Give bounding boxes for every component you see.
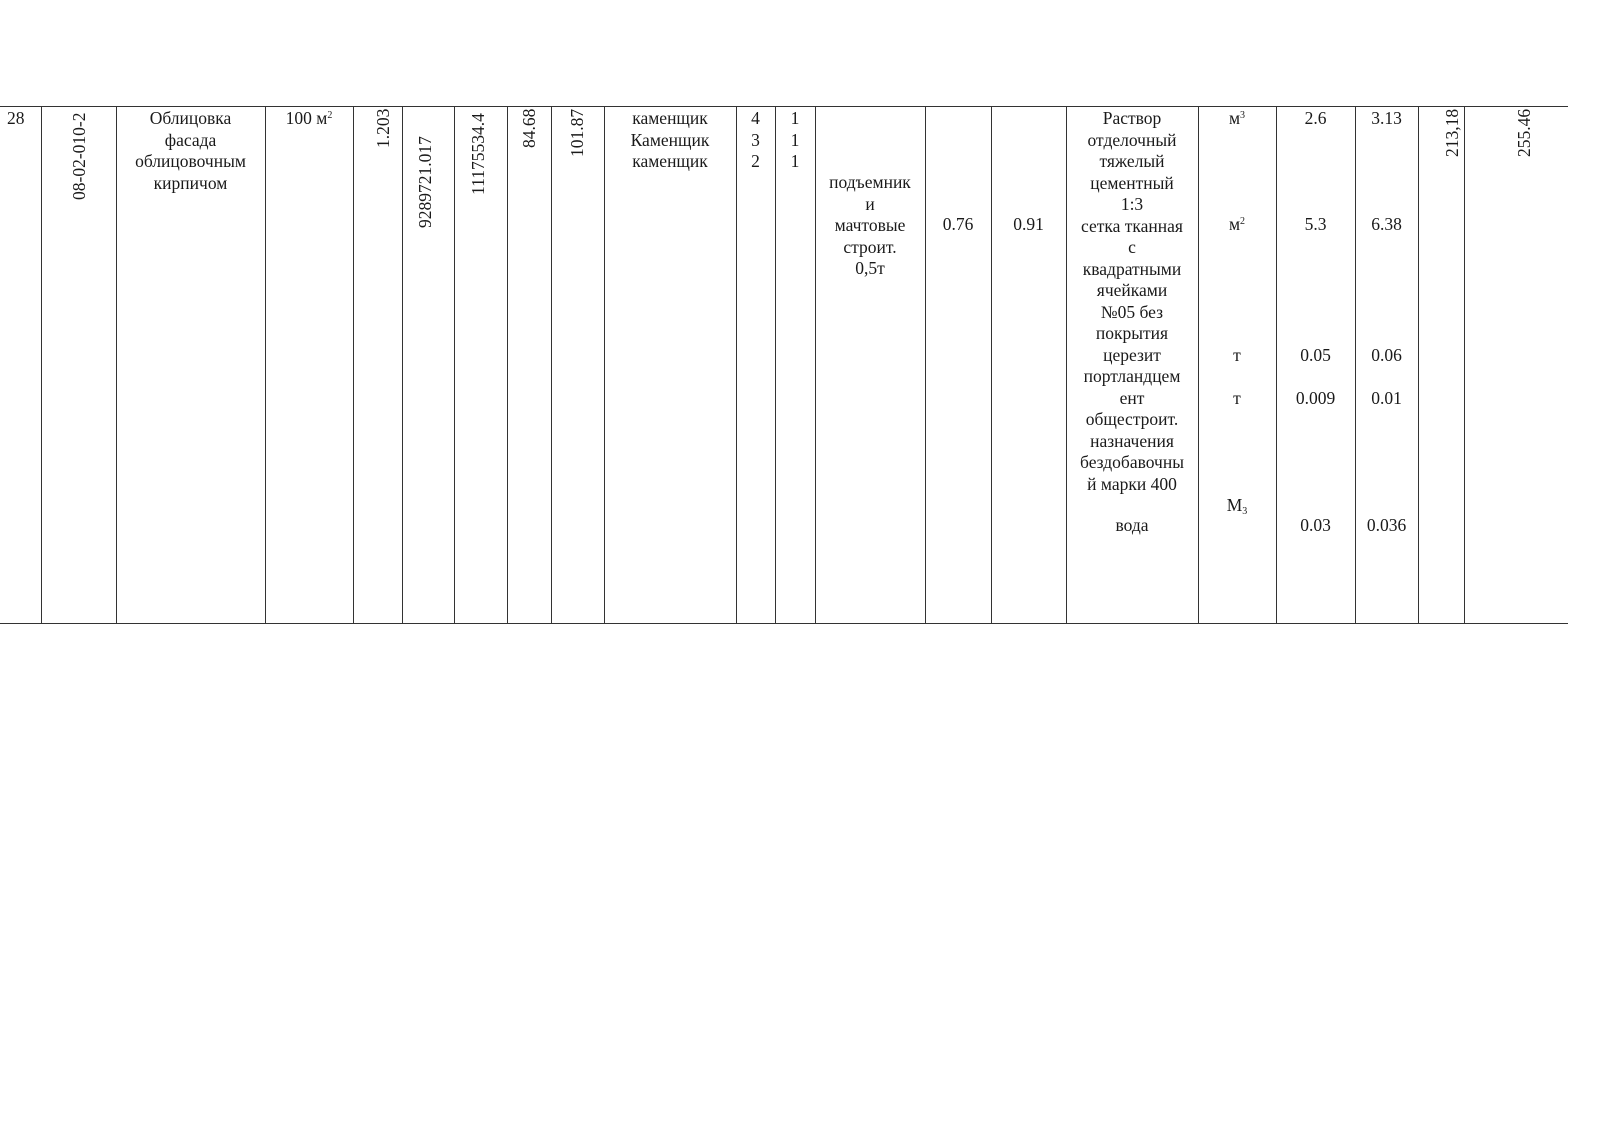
material-norm: 0.05	[1300, 345, 1331, 365]
work-name-line: фасада	[164, 129, 217, 150]
column-divider	[507, 106, 508, 623]
count-item: 1	[790, 129, 800, 150]
work-name-line: облицовочным	[135, 151, 246, 171]
work-unit-base: 100 м	[285, 108, 328, 128]
material-name-line: отделочный	[1087, 129, 1177, 150]
column-divider	[925, 106, 926, 623]
material-name-line: общестроит.	[1085, 409, 1179, 429]
material-total: 0.036	[1366, 515, 1407, 535]
grade-item: 2	[751, 151, 760, 171]
cost-value-1: 9289721.017	[415, 136, 435, 228]
material-total: 0.06	[1371, 345, 1402, 365]
material-name-line: Раствор	[1102, 108, 1162, 128]
sum-value-2: 255.46	[1514, 108, 1534, 157]
material-unit-power: 2	[1240, 216, 1246, 227]
column-divider	[551, 106, 552, 623]
column-divider	[1464, 106, 1465, 623]
material-total: 0.01	[1371, 388, 1402, 408]
machine-name-line: строит.	[843, 236, 897, 257]
material-name-line: церезит	[1103, 344, 1161, 365]
machine-norm: 0.76	[942, 214, 974, 234]
column-divider	[736, 106, 737, 623]
work-unit-power: 2	[327, 110, 333, 121]
material-name-line: 1:3	[1120, 194, 1144, 214]
material-norm: 0.009	[1295, 388, 1336, 408]
column-divider	[775, 106, 776, 623]
machine-name-line: и	[865, 193, 875, 214]
column-divider	[265, 106, 266, 623]
work-unit	[265, 108, 353, 130]
machine-name-line: мачтовые	[834, 215, 906, 235]
material-name-line: ячейками	[1096, 280, 1168, 300]
material-unit: т	[1233, 345, 1241, 365]
table-top-border	[0, 106, 1568, 107]
material-unit-base: М	[1226, 495, 1243, 515]
material-name-line: ент	[1119, 387, 1145, 408]
material-unit-base: м	[1228, 214, 1241, 234]
profession-item: каменщик	[632, 151, 708, 171]
column-divider	[353, 106, 354, 623]
material-name-line: с	[1128, 237, 1136, 257]
material-unit	[1198, 108, 1276, 130]
machine-name-line: подъемник	[829, 172, 911, 192]
cost-value-2: 11175534.4	[468, 113, 488, 195]
count-item: 1	[790, 108, 800, 128]
grade-item: 4	[751, 108, 760, 128]
count-item: 1	[790, 151, 800, 171]
column-divider	[1418, 106, 1419, 623]
worker-counts	[775, 108, 815, 173]
material-name-line: квадратными	[1082, 258, 1182, 279]
material-norm: 5.3	[1304, 214, 1327, 234]
material-name-line: бездобавочны	[1080, 452, 1184, 472]
material-name-line: тяжелый	[1099, 151, 1165, 171]
work-name-line: кирпичом	[153, 172, 228, 193]
labor-total: 101.87	[567, 108, 587, 157]
material-name-line: портландцем	[1083, 366, 1181, 386]
material-name-water: вода	[1115, 515, 1149, 535]
worker-professions	[604, 108, 736, 173]
labor-norm: 84.68	[519, 108, 539, 148]
column-divider	[402, 106, 403, 623]
material-name-line: назначения	[1090, 430, 1174, 451]
worker-grades	[736, 108, 775, 173]
material-norm: 0.03	[1300, 515, 1331, 535]
sum-value-1: 213,18	[1442, 108, 1462, 157]
profession-item: каменщик	[632, 108, 708, 128]
material-unit-power: 3	[1240, 110, 1246, 121]
column-divider	[991, 106, 992, 623]
material-unit	[1198, 214, 1276, 236]
material-name-raствор	[1066, 108, 1198, 495]
profession-item: Каменщик	[630, 129, 710, 150]
material-name-line: й марки 400	[1087, 473, 1177, 494]
material-unit	[1198, 495, 1276, 517]
column-divider	[604, 106, 605, 623]
column-divider	[454, 106, 455, 623]
work-name	[116, 108, 265, 194]
grade-item: 3	[751, 129, 760, 150]
material-unit-base: м	[1228, 108, 1241, 128]
machine-name-line: 0,5т	[855, 258, 885, 278]
table-bottom-border	[0, 623, 1568, 624]
row-number: 28	[7, 108, 25, 128]
material-total: 3.13	[1371, 108, 1402, 128]
material-name-line: покрытия	[1095, 323, 1169, 343]
material-total: 6.38	[1371, 214, 1402, 234]
material-name-line: №05 без	[1100, 301, 1164, 322]
material-name-line: цементный	[1090, 172, 1174, 193]
material-unit-index: 3	[1242, 506, 1248, 517]
machine-total: 0.91	[1013, 214, 1044, 234]
machine-name	[815, 172, 925, 280]
material-norm: 2.6	[1304, 108, 1327, 128]
material-unit: т	[1233, 388, 1241, 408]
column-divider	[41, 106, 42, 623]
work-code: 08-02-010-2	[69, 112, 89, 200]
work-name-line: Облицовка	[149, 108, 232, 128]
work-quantity: 1.203	[373, 108, 393, 148]
material-name-line: сетка тканная	[1081, 215, 1183, 236]
